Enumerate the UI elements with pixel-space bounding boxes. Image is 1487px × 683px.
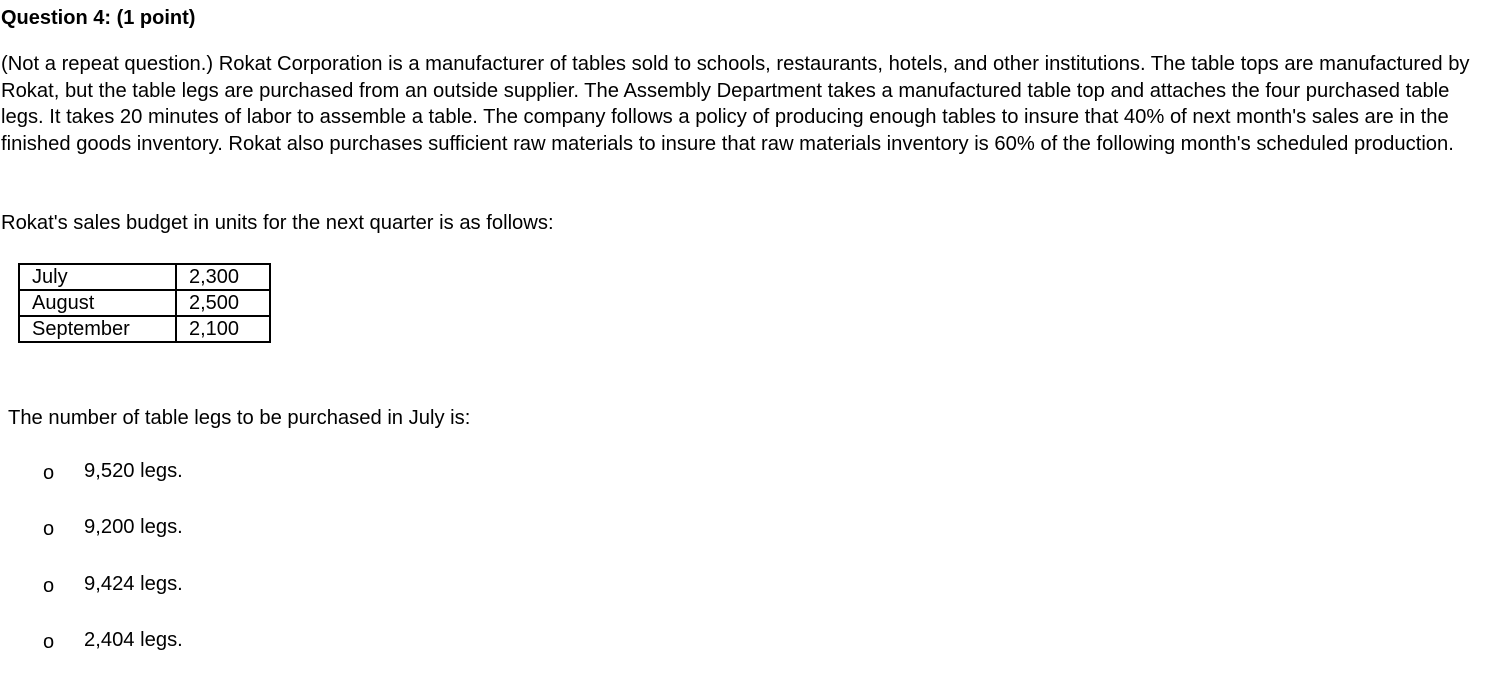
units-cell: 2,500 bbox=[176, 290, 270, 316]
option-bullet[interactable]: o bbox=[43, 462, 55, 484]
question-title: Question 4: (1 point) bbox=[1, 7, 196, 29]
table-row bbox=[19, 316, 270, 342]
question-body: (Not a repeat question.) Rokat Corporation is a manufacturer of tables sold to schools, restaurants, hotels, and other institutions. The table tops are manufactured by Rokat, but the table legs are purchased from an outside supplier. The Assembly Department takes a manufactured table top and attaches the four purchased table legs. It takes 20 minutes of labor to assemble a table. The company follows a policy of producing enough tables to insure that 40% of next month's sales are in the finished goods inventory. Rokat also purchases sufficient raw materials to insure that raw materials inventory is 60% of the following month's scheduled production. bbox=[1, 53, 1470, 155]
month-cell: September bbox=[19, 316, 176, 342]
month-cell: August bbox=[19, 290, 176, 316]
sales-budget-table bbox=[18, 263, 271, 343]
option-label[interactable]: 9,424 legs. bbox=[84, 572, 183, 595]
option-label[interactable]: 2,404 legs. bbox=[84, 628, 183, 651]
units-cell: 2,300 bbox=[176, 264, 270, 290]
option-bullet[interactable]: o bbox=[43, 630, 55, 653]
option-bullet[interactable]: o bbox=[43, 574, 55, 597]
sales-budget-intro: Rokat's sales budget in units for the next quarter is as follows: bbox=[1, 212, 554, 234]
option-label[interactable]: 9,520 legs. bbox=[84, 460, 183, 482]
option-bullet[interactable]: o bbox=[43, 518, 55, 541]
question-prompt: The number of table legs to be purchased in July is: bbox=[8, 407, 471, 429]
table-row bbox=[19, 264, 270, 290]
units-cell: 2,100 bbox=[176, 316, 270, 342]
option-label[interactable]: 9,200 legs. bbox=[84, 516, 183, 539]
month-cell: July bbox=[19, 264, 176, 290]
table-row bbox=[19, 290, 270, 316]
